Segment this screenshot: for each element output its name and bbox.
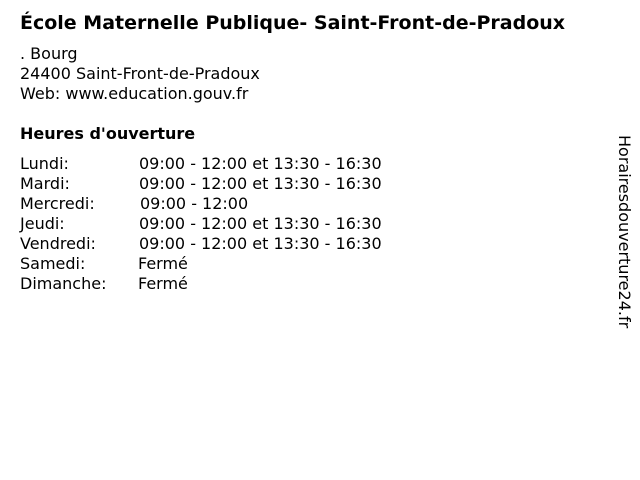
page-title: École Maternelle Publique- Saint-Front-de-Pradoux [20, 12, 566, 34]
time-value: 09:00 - 12:00 et 13:30 - 16:30 [139, 214, 382, 233]
day-label: Dimanche: [20, 274, 107, 293]
day-label: Samedi: [20, 254, 86, 273]
address-block [20, 44, 260, 104]
opening-hours-heading: Heures d'ouverture [20, 124, 196, 143]
day-label: Mardi: [20, 174, 70, 193]
time-value: Fermé [138, 274, 188, 293]
time-value: 09:00 - 12:00 [140, 194, 249, 213]
day-label: Jeudi: [20, 214, 65, 233]
time-value: 09:00 - 12:00 et 13:30 - 16:30 [139, 174, 382, 193]
time-value: Fermé [138, 254, 188, 273]
time-value: 09:00 - 12:00 et 13:30 - 16:30 [139, 234, 382, 253]
address-city: 24400 Saint-Front-de-Pradoux [20, 64, 260, 83]
time-value: 09:00 - 12:00 et 13:30 - 16:30 [139, 154, 382, 173]
website-text: Web: www.education.gouv.fr [20, 84, 249, 103]
day-label: Vendredi: [20, 234, 96, 253]
address-street: . Bourg [20, 44, 78, 63]
day-label: Mercredi: [20, 194, 95, 213]
day-label: Lundi: [20, 154, 69, 173]
site-watermark: Horairesdouverture24.fr [615, 135, 634, 329]
